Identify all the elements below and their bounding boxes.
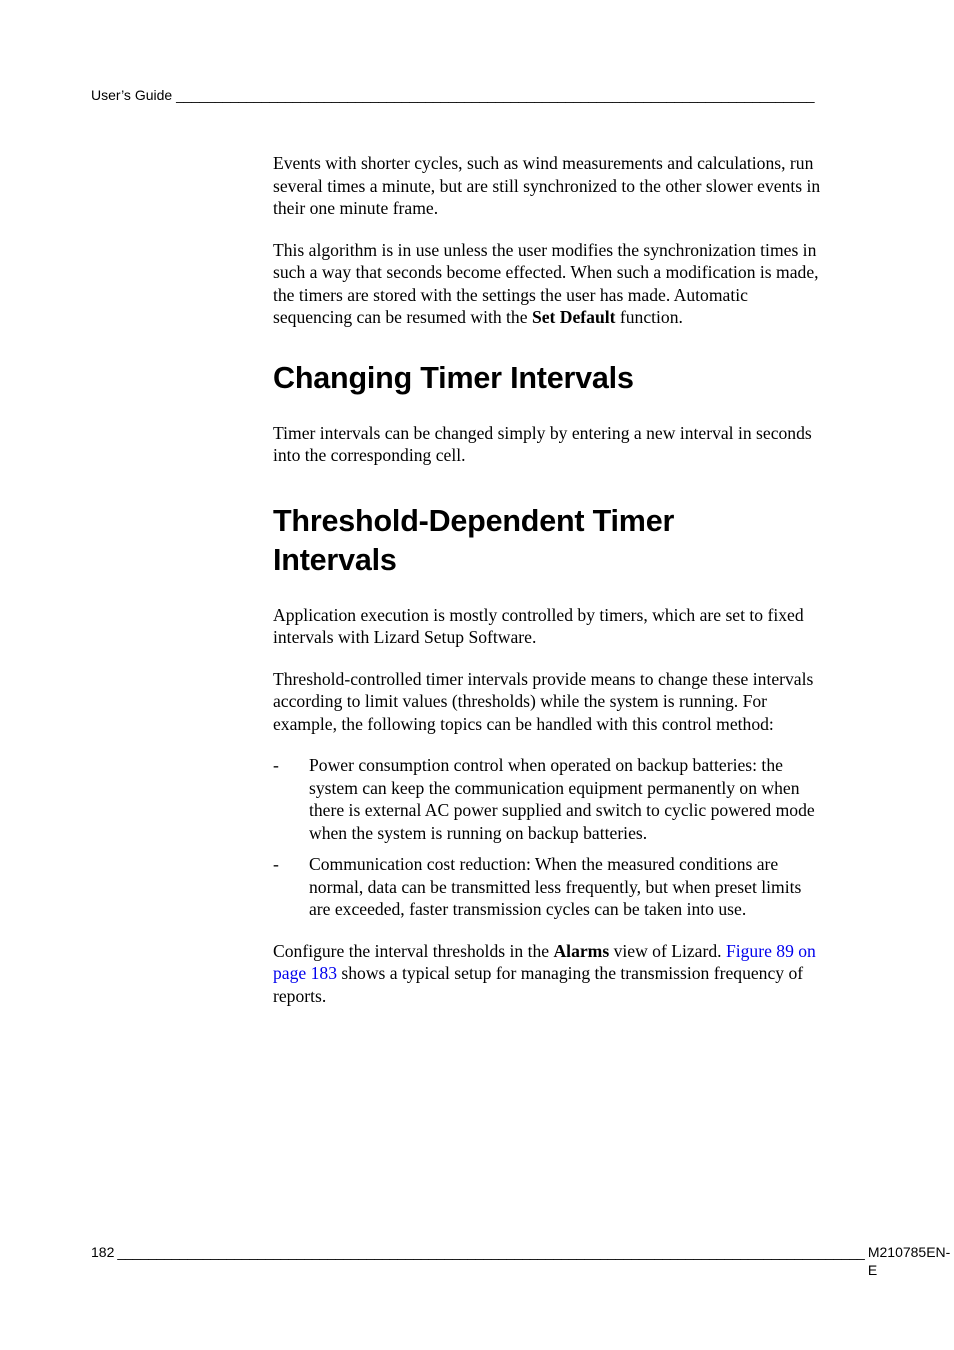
- heading-changing-timer-intervals: Changing Timer Intervals: [273, 360, 634, 395]
- paragraph-configure-end: shows a typical setup for managing the transmission frequency of reports.: [273, 963, 804, 1006]
- heading-threshold-dependent: [273, 502, 823, 580]
- list-item: [273, 853, 823, 921]
- paragraph-algorithm-end: function.: [615, 307, 683, 327]
- dash-bullet: -: [273, 755, 279, 775]
- paragraph-algorithm-text: This algorithm is in use unless the user modifies the synchronization times in such a way that seconds become effected. When such a modification is made, the timers are stored with the settings the user has made. Automatic sequencing can be resumed with the: [273, 239, 819, 327]
- page-header: [91, 86, 815, 104]
- list-item-text: Communication cost reduction: When the measured conditions are normal, data can be transmitted less frequently, but when preset limits are exceeded, faster transmission cycles can be taken into use.: [309, 854, 802, 919]
- footer-rule: ________________________________________________________________________________________________: [117, 1244, 865, 1260]
- header-rule: __________________________________________________________________________________: [176, 87, 815, 103]
- page-content: [273, 152, 823, 1026]
- paragraph-shorter-cycles: Events with shorter cycles, such as wind measurements and calculations, run several times a minute, but are still synchronized to the other slower events in their one minute frame.: [273, 153, 821, 218]
- figure-reference-link[interactable]: Figure 89 on page 183: [273, 940, 816, 983]
- set-default-term: Set Default: [531, 307, 616, 327]
- paragraph-algorithm: [273, 239, 823, 329]
- paragraph-threshold-controlled: Threshold-controlled timer intervals provide means to change these intervals according to limit values (thresholds) while the system is running. For example, the following topics can be handled with this control method:: [273, 668, 814, 734]
- page-footer: [91, 1243, 951, 1279]
- paragraph-configure: [273, 940, 823, 1008]
- dash-bullet: -: [273, 854, 279, 874]
- alarms-term: Alarms: [553, 940, 610, 961]
- paragraph-timer-intervals: Timer intervals can be changed simply by entering a new interval in seconds into the corresponding cell.: [273, 422, 812, 465]
- paragraph-configure-mid: view of Lizard.: [609, 940, 726, 961]
- heading-line-1: Threshold-Dependent Timer: [273, 503, 675, 538]
- paragraph-application-execution: Application execution is mostly controlled by timers, which are set to fixed intervals with Lizard Setup Software.: [273, 604, 804, 647]
- heading-line-2: Intervals: [273, 542, 397, 577]
- header-title: User’s Guide: [91, 87, 173, 103]
- document-code: M210785EN-E: [867, 1244, 951, 1278]
- paragraph-configure-text: Configure the interval thresholds in the: [273, 940, 554, 961]
- page-number: 182: [91, 1244, 115, 1260]
- list-item: [273, 754, 823, 844]
- topic-list: [273, 754, 823, 921]
- list-item-text: Power consumption control when operated on backup batteries: the system can keep the communication equipment permanently on when there is external AC power supplied and switch to cyclic powered mode when the system is running on backup batteries.: [309, 755, 815, 843]
